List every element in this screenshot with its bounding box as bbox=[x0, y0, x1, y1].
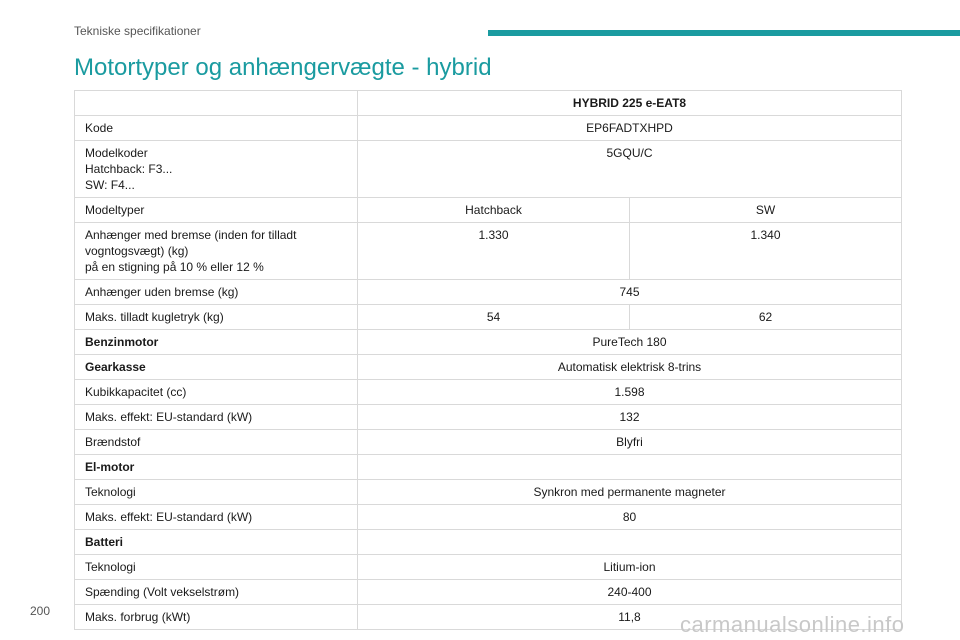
page-title: Motortyper og anhængervægte - hybrid bbox=[74, 54, 492, 81]
table-row bbox=[75, 555, 902, 580]
row-label: Spænding (Volt vekselstrøm) bbox=[75, 580, 358, 605]
table-row bbox=[75, 280, 902, 305]
row-value: EP6FADTXHPD bbox=[358, 116, 902, 141]
row-value: 745 bbox=[358, 280, 902, 305]
row-label: Maks. effekt: EU-standard (kW) bbox=[75, 505, 358, 530]
row-value bbox=[358, 530, 902, 555]
table-row bbox=[75, 480, 902, 505]
section-header: Tekniske specifikationer bbox=[74, 24, 201, 38]
row-value-sw: SW bbox=[630, 198, 902, 223]
table-row bbox=[75, 530, 902, 555]
row-value: 240-400 bbox=[358, 580, 902, 605]
table-header-empty bbox=[75, 91, 358, 116]
row-label: Maks. tilladt kugletryk (kg) bbox=[75, 305, 358, 330]
table-row bbox=[75, 380, 902, 405]
row-value bbox=[358, 455, 902, 480]
row-label: Modeltyper bbox=[75, 198, 358, 223]
row-value-sw: 62 bbox=[630, 305, 902, 330]
row-value: Litium-ion bbox=[358, 555, 902, 580]
row-value-hatchback: 1.330 bbox=[358, 223, 630, 280]
table-row bbox=[75, 430, 902, 455]
row-value: Automatisk elektrisk 8-trins bbox=[358, 355, 902, 380]
row-value-sw: 1.340 bbox=[630, 223, 902, 280]
table-row bbox=[75, 580, 902, 605]
table-row bbox=[75, 330, 902, 355]
row-value: PureTech 180 bbox=[358, 330, 902, 355]
header-accent-bar bbox=[488, 30, 960, 36]
table-row bbox=[75, 405, 902, 430]
row-label: Brændstof bbox=[75, 430, 358, 455]
spec-table bbox=[74, 90, 902, 630]
page-number: 200 bbox=[30, 604, 51, 618]
row-value: 5GQU/C bbox=[358, 141, 902, 198]
row-value: 132 bbox=[358, 405, 902, 430]
row-label: Teknologi bbox=[75, 480, 358, 505]
row-value: Synkron med permanente magneter bbox=[358, 480, 902, 505]
row-label: Anhænger med bremse (inden for tilladt vogntogsvægt) (kg) på en stigning på 10 % eller 12 % bbox=[75, 223, 358, 280]
watermark: carmanualsonline.info bbox=[680, 612, 905, 637]
row-label: Anhænger uden bremse (kg) bbox=[75, 280, 358, 305]
row-label: El-motor bbox=[75, 455, 358, 480]
row-label: Gearkasse bbox=[75, 355, 358, 380]
table-row bbox=[75, 198, 902, 223]
table-row bbox=[75, 116, 902, 141]
row-value: 80 bbox=[358, 505, 902, 530]
row-value: 1.598 bbox=[358, 380, 902, 405]
table-row bbox=[75, 223, 902, 280]
table-row bbox=[75, 455, 902, 480]
table-row bbox=[75, 505, 902, 530]
table-header-row bbox=[75, 91, 902, 116]
row-label: Maks. forbrug (kWt) bbox=[75, 605, 358, 630]
row-label: Kubikkapacitet (cc) bbox=[75, 380, 358, 405]
table-row bbox=[75, 141, 902, 198]
row-label: Maks. effekt: EU-standard (kW) bbox=[75, 405, 358, 430]
row-label: Kode bbox=[75, 116, 358, 141]
row-value: Blyfri bbox=[358, 430, 902, 455]
row-label: Modelkoder Hatchback: F3... SW: F4... bbox=[75, 141, 358, 198]
row-label: Benzinmotor bbox=[75, 330, 358, 355]
row-value-hatchback: Hatchback bbox=[358, 198, 630, 223]
row-value-hatchback: 54 bbox=[358, 305, 630, 330]
table-row bbox=[75, 305, 902, 330]
row-label: Teknologi bbox=[75, 555, 358, 580]
engine-model-header: HYBRID 225 e-EAT8 bbox=[358, 91, 902, 116]
row-label: Batteri bbox=[75, 530, 358, 555]
table-row bbox=[75, 355, 902, 380]
row-value: 11,8 bbox=[358, 605, 902, 630]
